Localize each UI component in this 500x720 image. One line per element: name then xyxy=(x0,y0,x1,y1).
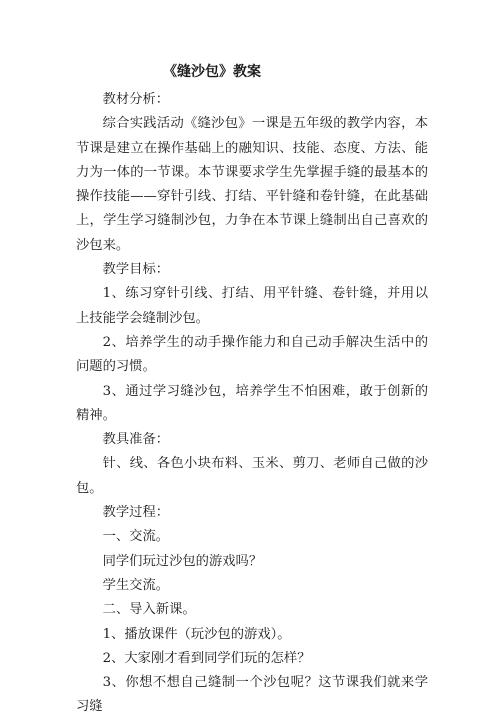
document-body xyxy=(76,88,428,720)
document-title: 《缝沙包》教案 xyxy=(163,64,261,80)
paragraph-materials: 针、线、各色小块布料、玉米、剪刀、老师自己做的沙包。 xyxy=(76,456,428,496)
heading-teaching-process: 教学过程： xyxy=(102,505,170,521)
paragraph-question: 同学们玩过沙包的游戏吗？ xyxy=(102,553,263,569)
heading-material-analysis: 教材分析： xyxy=(102,92,170,107)
step-item-1: 1、播放课件（玩沙包的游戏）。 xyxy=(102,626,291,642)
paragraph-material-analysis: 综合实践活动《缝沙包》一课是五年级的教学内容，本节课是建立在操作基础上的融知识、技能、态度、方法、能力为一体的一节课。本节课要求学生先掌握手缝的最基本的操作技能——穿针引线、打结、平针缝和卷针缝，在此基础上，学生学习缝制沙包，力争在本节课上缝制出自己喜欢的沙包来。 xyxy=(76,116,428,253)
goal-item-2: 2、培养学生的动手操作能力和自己动手解决生活中的问题的习惯。 xyxy=(76,334,428,375)
goal-item-1: 1、练习穿针引线、打结、用平针缝、卷针缝，并用以上技能学会缝制沙包。 xyxy=(76,286,428,326)
step-item-2: 2、大家刚才看到同学们玩的怎样？ xyxy=(102,650,311,666)
heading-materials: 教具准备： xyxy=(102,432,170,448)
heading-teaching-goals: 教学目标： xyxy=(102,262,170,278)
goal-item-3: 3、通过学习缝沙包，培养学生不怕困难，敢于创新的精神。 xyxy=(76,383,428,423)
section-introduce-lesson: 二、导入新课。 xyxy=(102,602,196,618)
section-exchange: 一、交流。 xyxy=(102,529,170,545)
paragraph-student-exchange: 学生交流。 xyxy=(102,577,170,593)
step-item-3: 3、你想不想自己缝制一个沙包呢？这节课我们就来学习缝 xyxy=(76,675,428,715)
